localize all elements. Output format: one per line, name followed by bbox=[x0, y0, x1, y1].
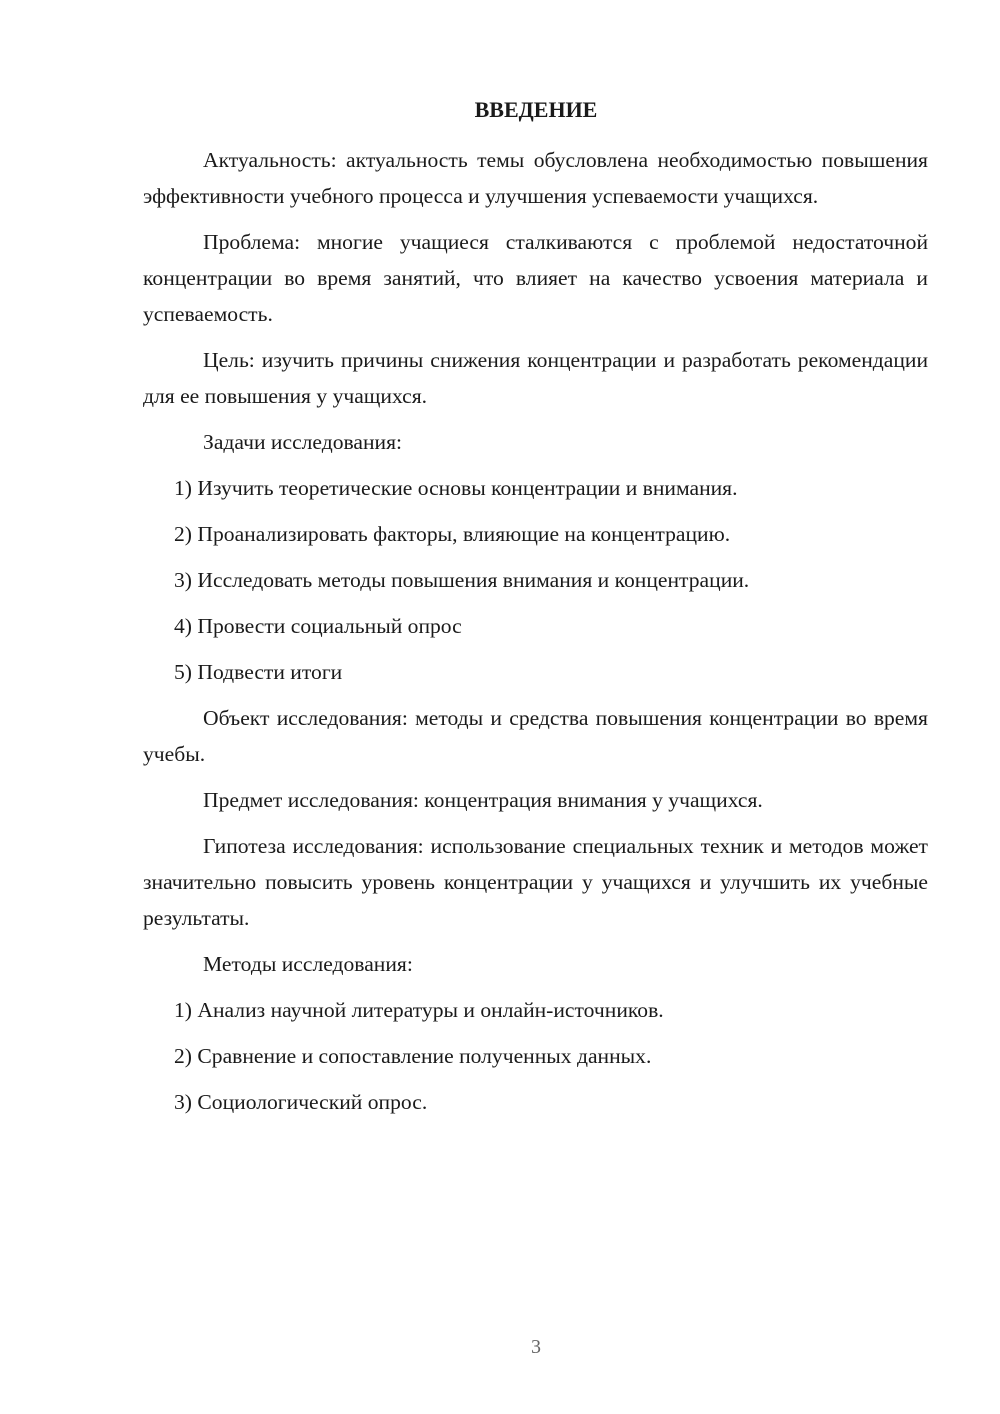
task-item: 2) Проанализировать факторы, влияющие на концентрацию. bbox=[174, 522, 731, 546]
task-item: 5) Подвести итоги bbox=[174, 660, 343, 684]
tasks-list bbox=[143, 470, 928, 690]
task-item: 1) Изучить теоретические основы концентрации и внимания. bbox=[174, 476, 738, 500]
task-item: 4) Провести социальный опрос bbox=[174, 614, 462, 638]
hypothesis-paragraph: Гипотеза исследования: использование специальных техник и методов может значительно повысить уровень концентрации у учащихся и улучшить их учебные результаты. bbox=[143, 834, 928, 930]
methods-list bbox=[143, 992, 928, 1120]
problem-paragraph: Проблема: многие учащиеся сталкиваются с проблемой недостаточной концентрации во время занятий, что влияет на качество усвоения материала и успеваемость. bbox=[143, 230, 928, 326]
page-number: 3 bbox=[531, 1336, 541, 1358]
object-paragraph: Объект исследования: методы и средства повышения концентрации во время учебы. bbox=[143, 706, 928, 766]
method-item: 1) Анализ научной литературы и онлайн-источников. bbox=[174, 998, 664, 1022]
document-body bbox=[143, 142, 928, 1130]
goal-paragraph: Цель: изучить причины снижения концентрации и разработать рекомендации для ее повышения у учащихся. bbox=[143, 348, 928, 408]
subject-paragraph: Предмет исследования: концентрация внимания у учащихся. bbox=[203, 788, 763, 812]
tasks-heading: Задачи исследования: bbox=[203, 430, 403, 454]
method-item: 3) Социологический опрос. bbox=[174, 1090, 428, 1114]
page-title: ВВЕДЕНИЕ bbox=[474, 97, 598, 122]
task-item: 3) Исследовать методы повышения внимания и концентрации. bbox=[174, 568, 750, 592]
relevance-paragraph: Актуальность: актуальность темы обусловлена необходимостью повышения эффективности учебного процесса и улучшения успеваемости учащихся. bbox=[143, 148, 928, 208]
methods-heading: Методы исследования: bbox=[203, 952, 413, 976]
method-item: 2) Сравнение и сопоставление полученных данных. bbox=[174, 1044, 652, 1068]
